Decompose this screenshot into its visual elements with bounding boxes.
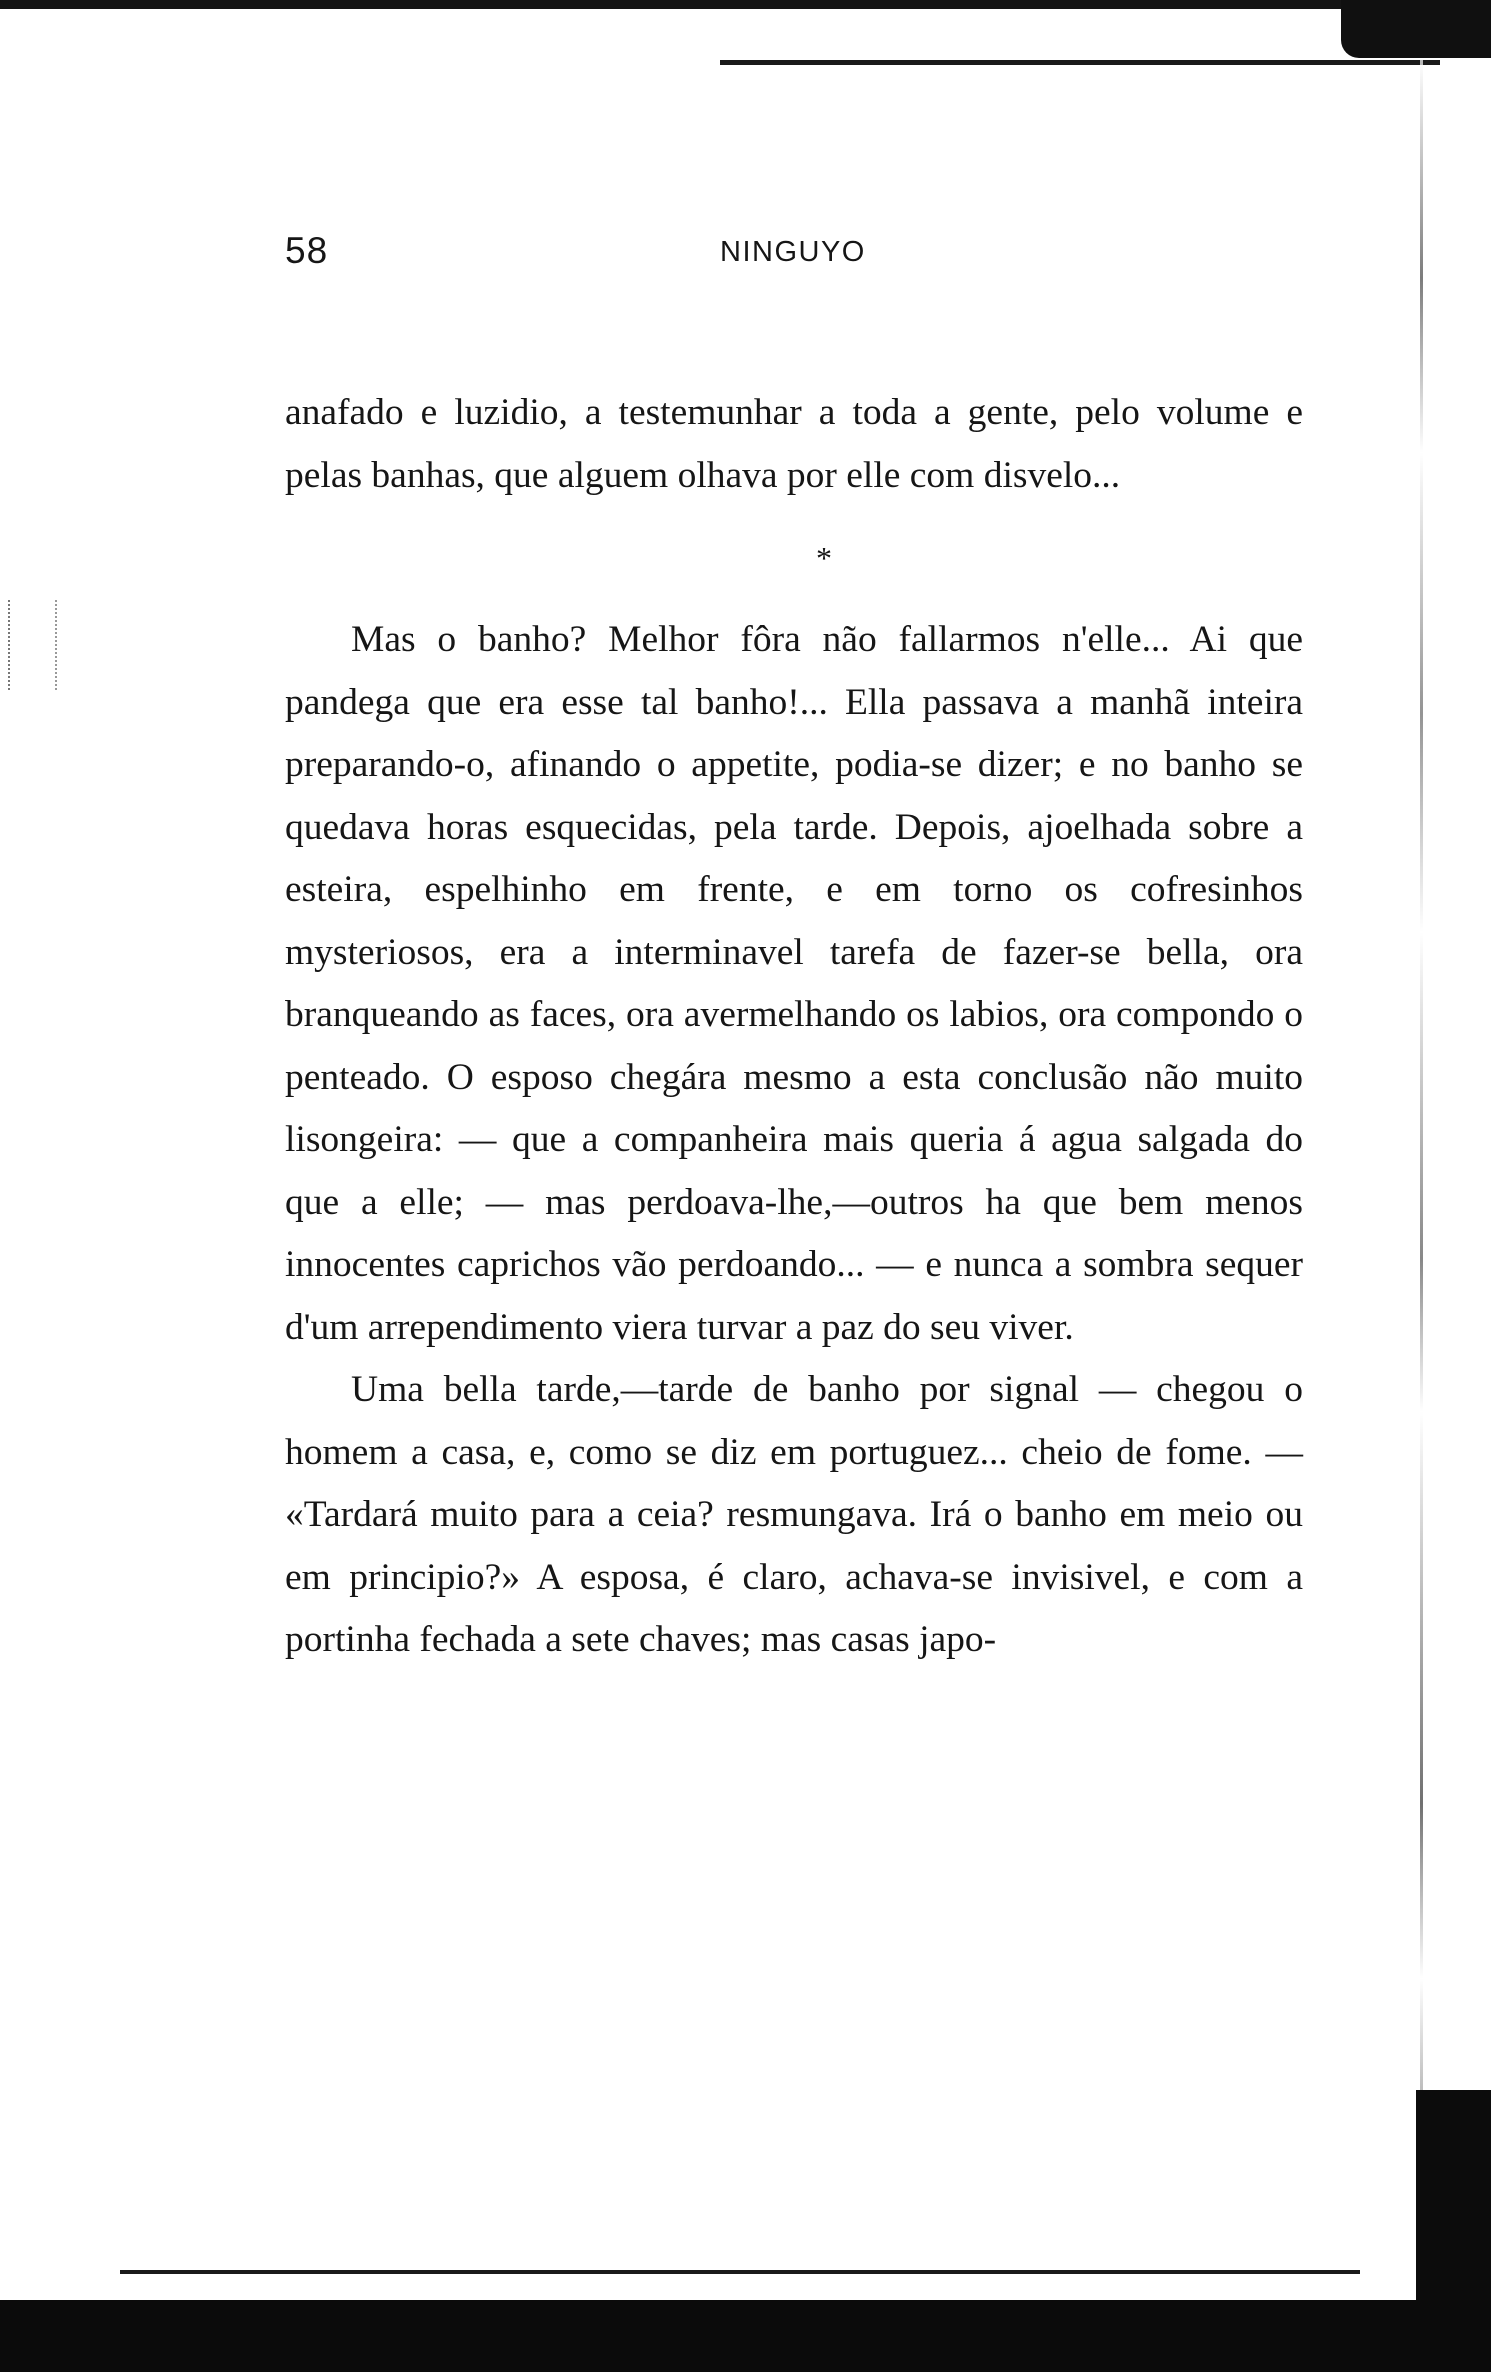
running-head: [285, 230, 1303, 290]
scan-corner-artifact: [1341, 0, 1491, 58]
page-number: 58: [285, 230, 329, 271]
scan-bottom-band: [0, 2300, 1491, 2372]
scan-top-rule-secondary: [720, 60, 1440, 65]
scan-bottom-rule: [120, 2270, 1360, 2274]
scan-left-margin-marks: [8, 600, 57, 690]
page-body: [285, 382, 1303, 1672]
paragraph-2: Mas o banho? Melhor fôra não fallarmos n'elle... Ai que pandega que era esse tal banho!... Ella passava a manhã inteira preparando-o, afinando o appetite, podia-se dizer; e no banho se quedava horas esquecidas, pela tarde. Depois, ajoelhada sobre a esteira, espelhinho em frente, e em torno os cofresinhos mysteriosos, era a interminavel tarefa de fazer-se bella, ora branqueando as faces, ora avermelhando os labios, ora compondo o penteado. O esposo chegára mesmo a esta conclusão não muito lisongeira: — que a companheira mais queria á agua salgada do que a elle; — mas perdoava-lhe,—outros ha que bem menos innocentes caprichos vão perdoando... — e nunca a sombra sequer d'um arrependimento viera turvar a paz do seu viver.: [285, 619, 1303, 1348]
scan-top-rule: [0, 0, 1360, 9]
running-title: NINGUYO: [720, 236, 866, 268]
section-separator: *: [816, 540, 832, 576]
paragraph-1: anafado e luzidio, a testemunhar a toda a gente, pelo volume e pelas banhas, que alguem olhava por elle com disvelo...: [285, 392, 1303, 496]
paragraph-3: Uma bella tarde,—tarde de banho por signal — chegou o homem a casa, e, como se diz em portuguez... cheio de fome. — «Tardará muito para a ceia? resmungava. Irá o banho em meio ou em principio?» A esposa, é claro, achava-se invisivel, e com a portinha fechada a sete chaves; mas casas japo-: [285, 1369, 1303, 1660]
scan-right-edge-artifact: [1420, 60, 1423, 2240]
book-page: [285, 230, 1303, 1672]
